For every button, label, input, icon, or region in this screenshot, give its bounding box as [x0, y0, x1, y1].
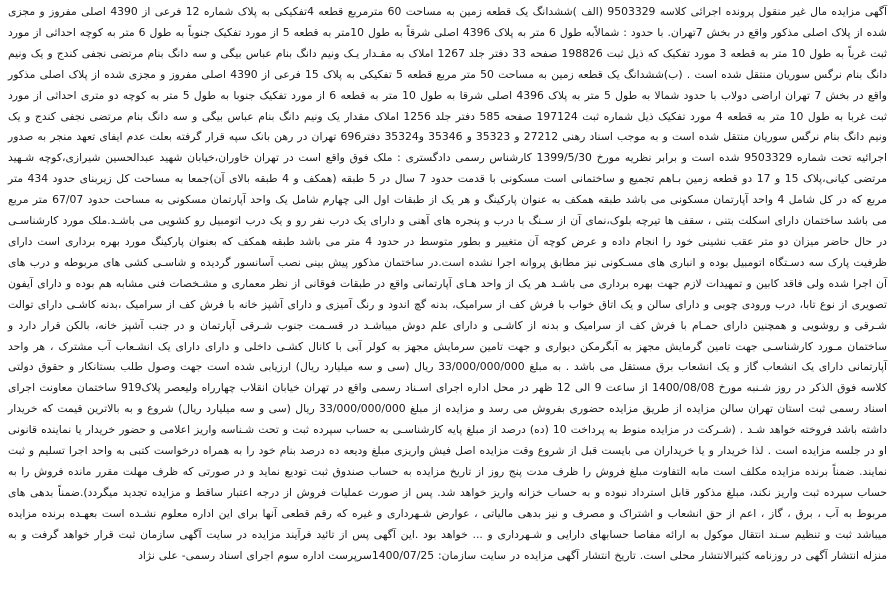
- auction-notice-text: آگهی مزایده مال غیر منقول پرونده اجرائی کلاسه 9503329 (الف )ششدانگ یک قطعه زمین به مساحت 60 مترمربع قطعه 4تفکیکی به پلاک شماره 12 فرعی از 4390 اصلی مفروز و مجزی شده از پلاک اصلی مذکور واقع در بخش 7تهران. با حدود : شمالاًبه طول 6 متر به پلاک 4396 اصلی شرقاً به طول 10متر به قطعه 5 از مورد تفکیک جنوباً به طول 6 متر به کوچه احداثی از مورد ثبت غرباً به طول 10 متر به قطعه 3 مورد تفکیک که ذیل ثبت 198826 صفحه 33 دفتر جلد 1267 املاک به مقـدار یـک ونیم دانگ بنام عباس بیگی و سه دانگ بنام مرتضی نجفی کندج و یک ونیم دانگ بنام نرگس سوریان منتقل شده است . (ب)ششدانگ یک قطعه زمین به مساحت 50 متر مربع قطعه 5 تفکیکی به پلاک 15 فرعی از 4390 اصلی مفروز و مجزی شده از پلاک اصلی مذکور واقع در بخش 7 تهران اراضی دولاب با حدود شمالا به طول 5 متر به پلاک 4396 اصلی شرقا به طول 10 متر به قطعه 6 از مورد تفکیک جنوبا به طول 5 متر به کوچه دو متری احداثی از مورد ثبت غربا به طول 10 متر به قطعه 4 مورد تفکیک ذیل شماره ثبت 197124 صفحه 585 دفتر جلد 1256 املاک مقدار یک ونیم دانگ بنام عباس بیگی و سه دانگ بنام مرتضی نجفی کندج و یک ونیم دانگ بنام نرگس سوریان منتقل شده است و به موجب اسناد رهنی 27212 و 35323 و 35346 و35324 دفتر696 تهران در رهن بانک سپه قرار گرفته بعلت عدم ایفای تعهد منجر به صدور اجرائیه تحت شماره 9503329 شده است و برابر نظریه مورخ 1399/5/30 کارشناس رسمی دادگستری : ملک فوق واقع است در تهران خاوران،خیابان شهید عبدالحسین شیرازی،کوچه شـهید مرتضی کیانی،پلاک 15 و 17 دو قطعه زمین بـاهم تجمیع و ساختمانی است مسکونی با قدمت حدود 7 سال در 5 طبقه (همکف و 4 طبقه بالای آن)جمعا به مساحت کل زیربنای حدود 434 متر مربع که در کل شامل 4 واحد آپارتمان مسکونی می باشد طبقه همکف به عنوان پارکینگ و هر یک از طبقات اول الی چهارم شامل یک واحد آپارتمان مسکونی به مساحت حدود 67/07 متر مربع می باشد ساختمان دارای اسکلت بتنی ، سقف ها تیرچه بلوک،نمای آن از سـنگ با درب و پنجره های آهنی و دارای یک درب نفر رو و یک درب اتومبیل رو کشویی می باشـد.ملک مورد کارشناسـی در حال حاضر میزان دو متر عقب نشینی خود را انجام داده و عرض کوچه آن متغییر و بطور متوسط در حدود 4 متر می باشد طبقه همکف که بعنوان پارکینگ مورد بهره برداری است دارای ظرفیت پارک سه دسـتگاه اتومبیل بوده و انباری های مسـکونی نیز مطابق پروانه اجرا نشده است.در ساختمان مذکور پیش بینی نصب آسانسور گردیده و شاسـی کشی های مربوطه و درب های آن اجرا شده ولی فاقد کابین و تمهیدات لازم جهت بهره برداری می باشـد هر یک از واحد هـای آپارتمانی واقع در طبقات فوقانی از نظر معماری و مشـخصات فنی مشابه هم بوده و دارای آیفون تصویری از نوع تابا، درب ورودی چوبی و دارای سالن و یک اتاق خواب با فرش کف از سرامیک، بدنه گچ اندود و رنگ آمیزی و دارای آشپز خانه با فرش کف از سرامیک ،بدنه کاشـی دارای توالت شـرقی و روشویی و همچنین دارای حمـام با فرش کف از سرامیک و بدنه از کاشـی و دارای علم دوش میباشـد در قسـمت جنوب شـرقی آپارتمان و در جنب آشپز خانه، بالکن قرار دارد و ساختمان مـورد کارشناسـی جهت تامین گرمایش مجهز به آبگرمکن دیواری و جهت تامین سرمایش مجهز به کولر آبی با کانال کشـی داخلی و دارای دارای یک انشـعاب آب مشترک ، هر واحد آپارتمانی دارای یک انشعاب گاز و یک انشعاب برق مستقل می باشد . به مبلغ 33/000/000/000 ریال (سی و سه میلیارد ریال) ارزیابی شده است جهت وصول طلب بستانکار و حقوق دولتی کلاسه فوق الذکر در روز شـنبه مورخ 1400/08/08 از ساعت 9 الی 12 ظهر در محل اداره اجرای اسـناد رسمی واقع در تهران خیابان انقلاب چهارراه ولیعصر پلاک919 ساختمان معاونت اجرای اسناد رسمی ثبت استان تهران سالن مزایده از طریق مزایده حضوری بفروش می رسد و مزایده از مبلغ 33/000/000/000 ریال (سی و سه میلیارد ریال) شروع و به بالاترین قیمت که خریدار داشته باشد فروخته خواهد شـد . (شـرکت در مزایده منوط به پرداخت 10 (ده) درصد از مبلغ پایه کارشناسـی به حساب سپرده ثبت و تحت شـناسه واریز اعلامی و حضور خریدار یا نماینده قانونی او در جلسه مزایده است . لذا خریدار و یا خریداران می بایست قبل از شروع وقت مزایده اصل فیش واریزی مبلغ ودیعه ده درصد بنام خود را به همراه درخواست کتبی به واحد اجرا تسلیم و ثبت نمایند. ضمناً برنده مزایده مکلف است مابه التفاوت مبلغ فروش را ظرف مدت پنج روز از تاریخ مزایده به حساب صندوق ثبت تودیع نماید و در صورتی که ظرف مهلت مقرر مانده فروش را به حساب سپرده ثبت واریز نکند، مبلغ مذکور قابل استرداد نبوده و به حساب خزانه واریز خواهد شد. پس از صورت عملیات فروش از درجه اعتبار ساقط و مزایده تجدید میگردد).ضمناً بدهی های مربوط به آب ، برق ، گاز ، اعم از حق انشعاب و اشتراک و مصرف و نیز بدهی مالیاتی ، عوارض شـهرداری و غیره که رقم قطعی آنها برای این اداره معلوم نشـده است بعهـده برنده مزایده میباشد ثبت و تنظیم سـند انتقال موکول به ارائه مفاصا حسابهای دارایی و شـهرداری و ... خواهد بود .این آگهی پس از تائید فرآیند مزایده در سایت آگهی سازمان ثبت قرار خواهد گرفت و به منزله انتشار آگهی در روزنامه کثیرالانتشار محلی است. تاریخ انتشار آگهی مزایده در سایت سازمان: 1400/07/25سرپرست اداره سوم اجرای اسناد رسمی- علی نژاد: [8, 5, 888, 562]
